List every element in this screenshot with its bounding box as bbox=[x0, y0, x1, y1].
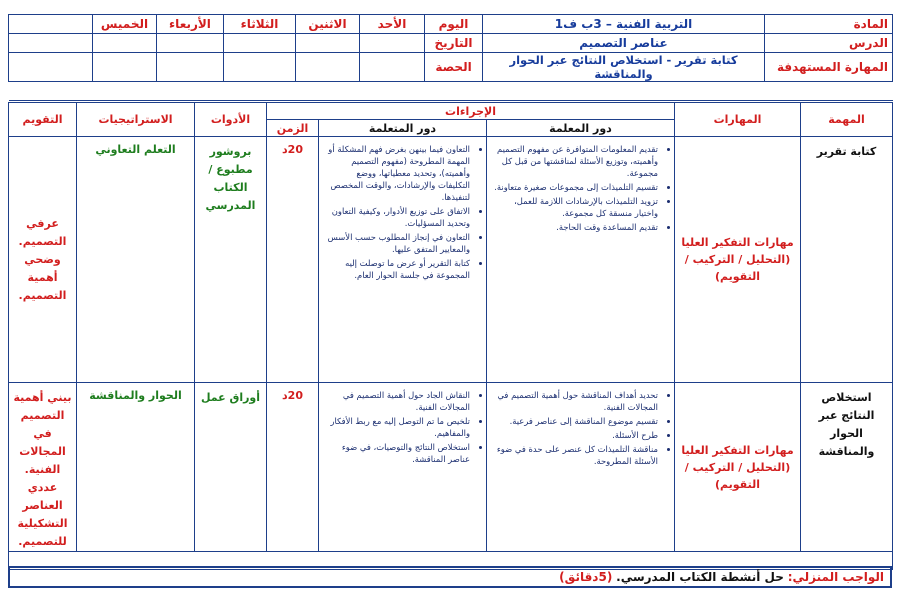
header-student-role: دور المتعلمة bbox=[319, 120, 487, 137]
homework-bar bbox=[8, 566, 892, 588]
teacher-role-cell bbox=[487, 383, 675, 552]
date-cell bbox=[360, 34, 425, 53]
header-teacher-role: دور المعلمة bbox=[487, 120, 675, 137]
homework-time: (5دقائق) bbox=[559, 570, 613, 584]
period-cell bbox=[224, 53, 296, 82]
strategy-cell: الحوار والمناقشة bbox=[77, 383, 195, 552]
task-cell: استخلاص النتائج عبر الحوار والمناقشة bbox=[801, 383, 893, 552]
evaluation-cell: بيني أهمية التصميم في المجالات الفنية. عددي العناصر التشكيلية للتصميم. bbox=[9, 383, 77, 552]
day-wednesday: الأربعاء bbox=[157, 15, 224, 34]
target-skill-value: كتابة تقرير - استخلاص النتائج عبر الحوار والمناقشة bbox=[483, 53, 765, 82]
time-cell: 20د bbox=[267, 137, 319, 383]
day-tuesday: الثلاثاء bbox=[224, 15, 296, 34]
day-monday: الاثنين bbox=[296, 15, 360, 34]
period-cell bbox=[296, 53, 360, 82]
day-label: اليوم bbox=[425, 15, 483, 34]
target-skill-label: المهارة المستهدفة bbox=[765, 53, 893, 82]
list-item: • كتابة التقرير أو عرض ما توصلت إليه المجموعة في جلسة الحوار العام. bbox=[323, 257, 470, 281]
tools-cell: أوراق عمل bbox=[195, 383, 267, 552]
header-task: المهمة bbox=[801, 103, 893, 137]
list-item: • استخلاص النتائج والتوصيات، في ضوء عناصر المناقشة. bbox=[323, 441, 470, 465]
list-item: • النقاش الجاد حول أهمية التصميم في المجالات الفنية. bbox=[323, 389, 470, 413]
header-skills: المهارات bbox=[675, 103, 801, 137]
lesson-value: عناصر التصميم bbox=[483, 34, 765, 53]
subject-value: التربية الفنية – 3ب ف1 bbox=[483, 15, 765, 34]
teacher-role-cell bbox=[487, 137, 675, 383]
list-item: • تقسيم موضوع المناقشة إلى عناصر فرعية. bbox=[491, 415, 658, 427]
table-row bbox=[9, 137, 893, 383]
homework-text: حل أنشطة الكتاب المدرسي. bbox=[616, 570, 784, 584]
period-cell bbox=[157, 53, 224, 82]
spacer-row bbox=[9, 82, 893, 101]
header-evaluation: التقويم bbox=[9, 103, 77, 137]
list-item: • طرح الأسئلة. bbox=[491, 429, 658, 441]
skills-cell: مهارات التفكير العليا (التحليل / التركيب / التقويم) bbox=[675, 383, 801, 552]
student-role-cell bbox=[319, 383, 487, 552]
list-item: • تقديم المعلومات المتوافرة عن مفهوم التصميم وأهميته، وتوزيع الأسئلة لمناقشتها من قبل كل مجموعة. bbox=[491, 143, 658, 179]
blank-cell bbox=[9, 15, 93, 34]
header-time: الزمن bbox=[267, 120, 319, 137]
list-item: • تلخيص ما تم التوصل إليه مع ربط الأفكار والمفاهيم. bbox=[323, 415, 470, 439]
strategy-cell: التعلم التعاوني bbox=[77, 137, 195, 383]
list-item: • تقديم المساعدة وقت الحاجة. bbox=[491, 221, 658, 233]
blank-cell bbox=[9, 34, 93, 53]
header-strategies: الاستراتيجيات bbox=[77, 103, 195, 137]
header-tools: الأدوات bbox=[195, 103, 267, 137]
date-cell bbox=[157, 34, 224, 53]
tools-cell: بروشور مطبوع / الكتاب المدرسي bbox=[195, 137, 267, 383]
procedures-table bbox=[8, 102, 893, 570]
time-cell: 20د bbox=[267, 383, 319, 552]
period-cell bbox=[93, 53, 157, 82]
skills-cell: مهارات التفكير العليا (التحليل / التركيب / التقويم) bbox=[675, 137, 801, 383]
date-label: التاريخ bbox=[425, 34, 483, 53]
header-procedures: الإجراءات bbox=[267, 103, 675, 120]
subject-label: المادة bbox=[765, 15, 893, 34]
header-table bbox=[8, 14, 893, 101]
period-label: الحصة bbox=[425, 53, 483, 82]
homework-label: الواجب المنزلي: bbox=[787, 570, 884, 584]
date-cell bbox=[93, 34, 157, 53]
list-item: • تحديد أهداف المناقشة حول أهمية التصميم في المجالات الفنية. bbox=[491, 389, 658, 413]
list-item: • التعاون فيما بينهن بغرض فهم المشكلة أو المهمة المطروحة (مفهوم التصميم وأهميته)، وتحديد معطياتها، ووضع التكليفات والإرشادات، والوقت المخصص لتنفيذها. bbox=[323, 143, 470, 203]
date-cell bbox=[224, 34, 296, 53]
task-cell: كتابة تقرير bbox=[801, 137, 893, 383]
blank-cell bbox=[9, 53, 93, 82]
student-role-cell bbox=[319, 137, 487, 383]
lesson-label: الدرس bbox=[765, 34, 893, 53]
day-sunday: الأحد bbox=[360, 15, 425, 34]
period-cell bbox=[360, 53, 425, 82]
day-thursday: الخميس bbox=[93, 15, 157, 34]
table-row bbox=[9, 383, 893, 552]
evaluation-cell: عرفي التصميم. وضحي أهمية التصميم. bbox=[9, 137, 77, 383]
list-item: • الاتفاق على توزيع الأدوار، وكيفية التعاون وتحديد المسؤليات. bbox=[323, 205, 470, 229]
list-item: • مناقشة التلميذات كل عنصر على حدة في ضوء الأسئلة المطروحة. bbox=[491, 443, 658, 467]
list-item: • تزويد التلميذات بالإرشادات اللازمة للعمل، واختيار منسقة كل مجموعة. bbox=[491, 195, 658, 219]
list-item: • التعاون في إنجاز المطلوب حسب الأسس والمعايير المتفق عليها. bbox=[323, 231, 470, 255]
date-cell bbox=[296, 34, 360, 53]
list-item: • تقسيم التلميذات إلى مجموعات صغيرة متعاونة. bbox=[491, 181, 658, 193]
